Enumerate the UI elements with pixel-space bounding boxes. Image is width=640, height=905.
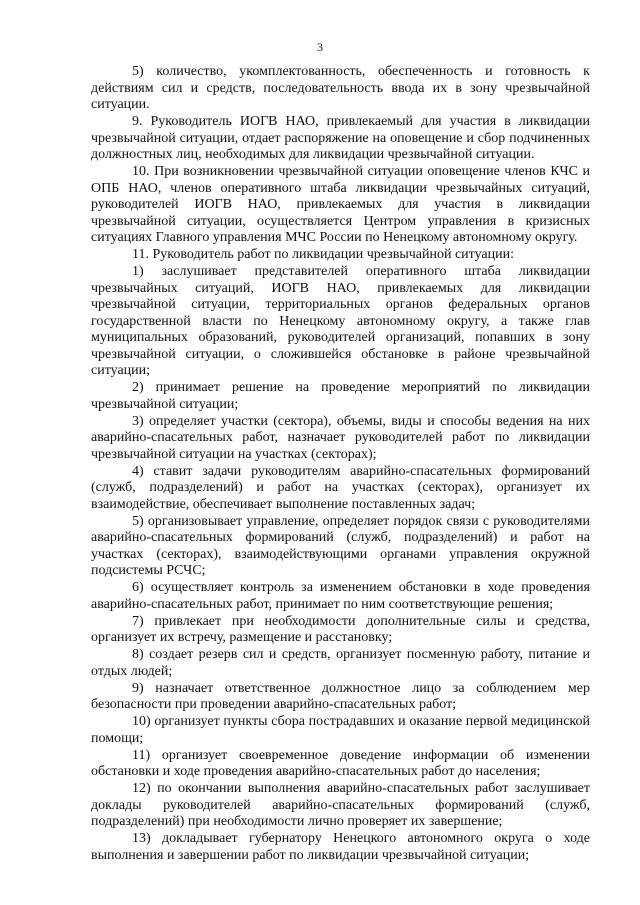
list-item-9: 9) назначает ответственное должностное лицо за соблюдением мер безопасности при проведении аварийно-спасательных работ;	[91, 680, 590, 712]
paragraph-10: 10. При возникновении чрезвычайной ситуации оповещение членов КЧС и ОПБ НАО, членов оперативного штаба ликвидации чрезвычайных ситуаций, руководителей ИОГВ НАО, привлекаемых для участия в ликвидации чрезвычайной ситуации, осуществляется Центром управления в кризисных ситуациях Главного управления МЧС России по Ненецкому автономному округу.	[91, 164, 590, 245]
paragraph-9: 9. Руководитель ИОГВ НАО, привлекаемый для участия в ликвидации чрезвычайной ситуации, отдает распоряжение на оповещение и сбор подчиненных должностных лиц, необходимых для ликвидации чрезвычайной ситуации.	[91, 114, 590, 162]
list-item-4: 4) ставит задачи руководителям аварийно-спасательных формирований (служб, подразделений) и работ на участках (секторах), организует их взаимодействие, обеспечивает выполнение поставленных задач;	[91, 463, 590, 512]
list-item-11: 11) организует своевременное доведение информации об изменении обстановки и ходе проведения аварийно-спасательных работ до населения;	[91, 747, 590, 779]
list-item-2: 2) принимает решение на проведение мероприятий по ликвидации чрезвычайной ситуации;	[91, 380, 590, 412]
paragraph-item-5: 5) количество, укомплектованность, обеспеченность и готовность к действиям сил и средств, последовательность ввода их в зону чрезвычайной ситуации.	[91, 64, 590, 112]
list-item-6: 6) осуществляет контроль за изменением обстановки в ходе проведения аварийно-спасательных работ, принимает по ним соответствующие решения;	[91, 580, 590, 612]
page-number: 3	[317, 40, 323, 54]
list-item-5: 5) организовывает управление, определяет порядок связи с руководителями аварийно-спасательных формирований (служб, подразделений) и работ на участках (секторах), взаимодействующими органами управления окружной подсистемы РСЧС;	[91, 513, 590, 578]
list-item-8: 8) создает резерв сил и средств, организует посменную работу, питание и отдых людей;	[91, 647, 590, 679]
list-item-13: 13) докладывает губернатору Ненецкого автономного округа о ходе выполнения и завершении работ по ликвидации чрезвычайной ситуации;	[91, 831, 590, 863]
paragraph-11: 11. Руководитель работ по ликвидации чрезвычайной ситуации:	[132, 247, 514, 262]
list-item-7: 7) привлекает при необходимости дополнительные силы и средства, организует их встречу, размещение и расстановку;	[91, 613, 590, 645]
list-item-12: 12) по окончании выполнения аварийно-спасательных работ заслушивает доклады руководителей аварийно-спасательных формирований (служб, подразделений) при необходимости лично проверяет их завершение;	[91, 781, 590, 829]
list-item-1: 1) заслушивает представителей оперативного штаба ликвидации чрезвычайных ситуаций, ИОГВ НАО, привлекаемых для ликвидации чрезвычайной ситуации, территориальных органов федеральных органов государственной власти по Ненецкому автономному округу, а также глав муниципальных образований, руководителей организаций, попавших в зону чрезвычайной ситуации, о сложившейся обстановке в районе чрезвычайной ситуации;	[91, 264, 590, 378]
list-item-3: 3) определяет участки (сектора), объемы, виды и способы ведения на них аварийно-спасательных работ, назначает руководителей работ по ликвидации чрезвычайной ситуации на участках (секторах);	[91, 413, 590, 462]
document-body	[91, 64, 590, 865]
list-item-10: 10) организует пункты сбора пострадавших и оказание первой медицинской помощи;	[91, 714, 590, 746]
